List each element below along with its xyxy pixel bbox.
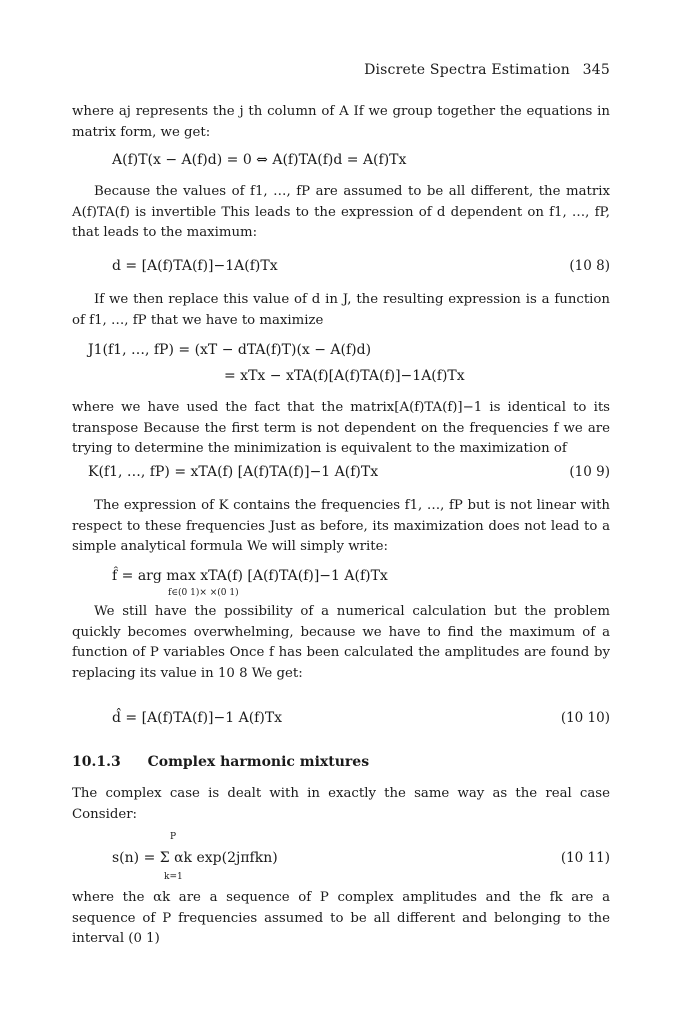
paragraph-7: The complex case is dealt with in exactly the same way as the real case Consider: <box>72 786 610 822</box>
equation-number-10-8: (10 8) <box>569 258 610 274</box>
equation-10-9: K(f1, …, fP) = xTA(f) [A(f)TA(f)]−1 A(f)Tx <box>88 464 379 480</box>
page-number: 345 <box>582 62 610 78</box>
paragraph-5: The expression of K contains the frequencies f1, …, fP but is not linear with respect to these frequencies Just as before, its maximization does not lead to a simple analytical formula We will simply write: <box>72 498 610 554</box>
equation-10-10: d̂ = [A(f)TA(f)]−1 A(f)Tx <box>112 710 283 726</box>
sum-upper-limit: P <box>170 832 177 842</box>
equation-number-10-11: (10 11) <box>560 850 610 866</box>
equation-j1-line-1: J1(f1, …, fP) = (xT − dTA(f)T)(x − A(f)d) <box>88 342 372 358</box>
paragraph-4: where we have used the fact that the matrix[A(f)TA(f)]−1 is identical to its transpose Because the first term is not dependent on the frequencies f we are trying to determine the minimization is equivalent to the maximization of <box>72 400 610 456</box>
section-heading <box>72 754 369 770</box>
paragraph-8: where the αk are a sequence of P complex amplitudes and the fk are a sequence of P frequencies assumed to be all different and belonging to the interval (0 1) <box>72 890 610 946</box>
equation-normal: A(f)T(x − A(f)d) = 0 ⇔ A(f)TA(f)d = A(f)Tx <box>112 152 407 168</box>
equation-j1-line-2: = xTx − xTA(f)[A(f)TA(f)]−1A(f)Tx <box>224 368 465 384</box>
equation-10-8: d = [A(f)TA(f)]−1A(f)Tx <box>112 258 278 274</box>
equation-10-11: s(n) = Σ αk exp(2jπfkn) <box>112 850 278 866</box>
equation-number-10-10: (10 10) <box>560 710 610 726</box>
section-title: Complex harmonic mixtures <box>147 754 370 770</box>
equation-number-10-9: (10 9) <box>569 464 610 480</box>
paragraph-3: If we then replace this value of d in J, the resulting expression is a function of f1, …, fP that we have to maximize <box>72 292 610 328</box>
running-title: Discrete Spectra Estimation <box>364 62 571 78</box>
paragraph-6: We still have the possibility of a numerical calculation but the problem quickly becomes overwhelming, because we have to find the maximum of a function of P variables Once f has been calculated the amplitudes are found by replacing its value in 10 8 We get: <box>72 604 610 681</box>
paragraph-1: where aj represents the j th column of A If we group together the equations in matrix form, we get: <box>72 104 610 140</box>
equation-argmax: f̂ = arg max xTA(f) [A(f)TA(f)]−1 A(f)Tx <box>112 568 388 584</box>
equation-argmax-subscript: f∈(0 1)× ×(0 1) <box>168 588 239 598</box>
running-header <box>364 62 610 78</box>
section-number: 10.1.3 <box>72 754 121 770</box>
sum-lower-limit: k=1 <box>164 872 183 882</box>
paragraph-2: Because the values of f1, …, fP are assumed to be all different, the matrix A(f)TA(f) is invertible This leads to the expression of d dependent on f1, …, fP, that leads to the maximum: <box>72 184 610 240</box>
